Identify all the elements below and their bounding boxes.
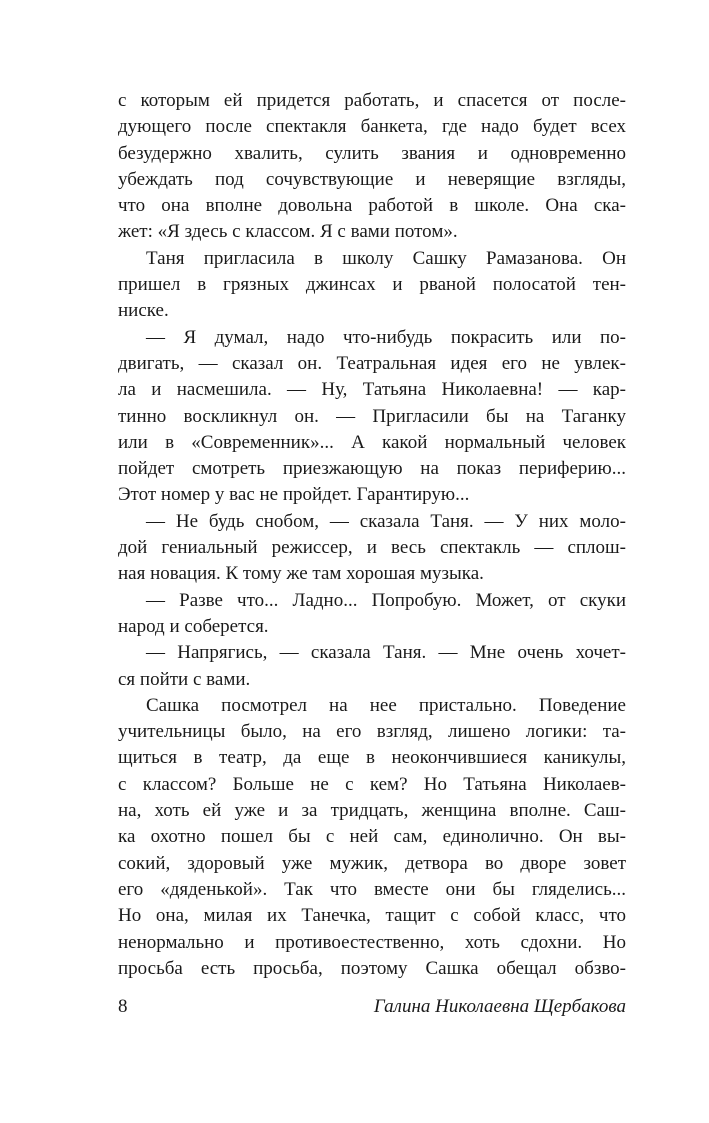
text-line: ка охотно пошел бы с ней сам, единолично. Он вы- — [118, 826, 626, 848]
text-line: ненормально и противоестественно, хоть сдохни. Но — [118, 931, 626, 953]
text-line: убеждать под сочувствующие и неверящие взгляды, — [118, 168, 626, 190]
text-line: дующего после спектакля банкета, где надо будет всех — [118, 116, 626, 138]
text-line: ная новация. К тому же там хорошая музыка. — [118, 563, 484, 585]
text-line: или в «Современник»... А какой нормальный человек — [118, 431, 626, 453]
running-author: Галина Николаевна Щербакова — [373, 996, 626, 1017]
page-footer — [118, 996, 626, 1024]
text-line: — Разве что... Ладно... Попробую. Может, от скуки — [146, 589, 626, 611]
text-line: двигать, — сказал он. Театральная идея его не увлек- — [118, 352, 626, 374]
text-line: его «дяденькой». Так что вместе они бы гляделись... — [118, 878, 626, 900]
text-line: Таня пригласила в школу Сашку Рамазанова. Он — [146, 247, 626, 269]
text-line: Сашка посмотрел на нее пристально. Поведение — [146, 694, 626, 716]
text-line: пойдет смотреть приезжающую на показ периферию... — [118, 458, 626, 480]
text-line: щиться в театр, да еще в неокончившиеся каникулы, — [118, 747, 626, 769]
text-line: — Я думал, надо что-нибудь покрасить или по- — [146, 326, 626, 348]
text-line: что она вполне довольна работой в школе. Она ска- — [118, 195, 626, 217]
page-number: 8 — [118, 996, 128, 1017]
text-line: с классом? Больше не с кем? Но Татьяна Николаев- — [118, 773, 626, 795]
text-line: безудержно хвалить, сулить звания и одновременно — [118, 142, 626, 164]
text-line: ся пойти с вами. — [118, 668, 251, 690]
text-line: на, хоть ей уже и за тридцать, женщина вполне. Саш- — [118, 800, 626, 822]
text-line: — Напрягись, — сказала Таня. — Мне очень хочет- — [146, 642, 626, 664]
text-line: просьба есть просьба, поэтому Сашка обещал обзво- — [118, 957, 626, 979]
text-line: — Не будь снобом, — сказала Таня. — У них моло- — [146, 510, 626, 532]
text-line: пришел в грязных джинсах и рваной полосатой тен- — [118, 274, 626, 296]
text-line: Этот номер у вас не пройдет. Гарантирую... — [118, 484, 470, 506]
text-line: учительницы было, на его взгляд, лишено логики: та- — [118, 721, 626, 743]
text-line: Но она, милая их Танечка, тащит с собой класс, что — [118, 905, 626, 927]
text-line: с которым ей придется работать, и спасется от после- — [118, 90, 626, 111]
text-line: сокий, здоровый уже мужик, детвора во дворе зовет — [118, 852, 626, 874]
text-line: жет: «Я здесь с классом. Я с вами потом». — [118, 221, 458, 243]
text-line: тинно воскликнул он. — Пригласили бы на Таганку — [118, 405, 626, 427]
body-text — [118, 88, 626, 982]
text-line: ниске. — [118, 300, 169, 322]
text-line: ла и насмешила. — Ну, Татьяна Николаевна! — кар- — [118, 379, 626, 401]
text-line: дой гениальный режиссер, и весь спектакль — сплош- — [118, 537, 626, 559]
text-line: народ и соберется. — [118, 615, 269, 637]
